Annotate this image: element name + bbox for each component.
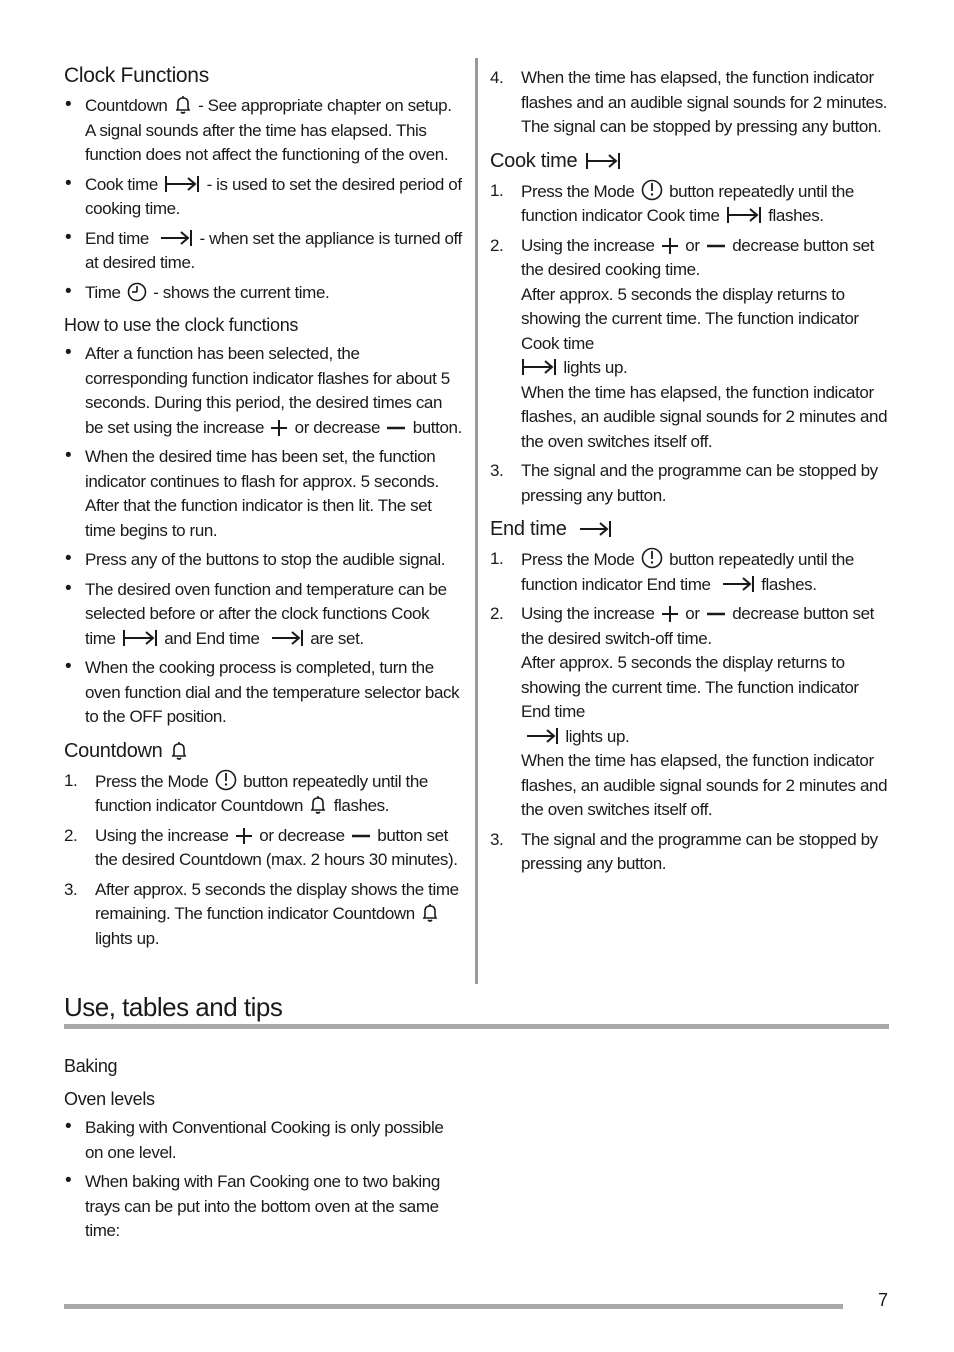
section-rule bbox=[64, 1024, 889, 1029]
list-item: • Cook time - is used to set the desired period of cooking time. bbox=[64, 173, 464, 222]
mode-icon bbox=[641, 547, 663, 569]
list-item: • Countdown - See appropriate chapter on setup. A signal sounds after the time has elapsed. This function does not affect the functioning of the oven. bbox=[64, 94, 464, 168]
list-item: 3. The signal and the programme can be stopped by pressing any button. bbox=[490, 829, 878, 873]
list-item: • When the desired time has been set, the function indicator continues to flash for approx. 5 seconds. After that the function indicator is then lit. The set time begins to run. bbox=[64, 445, 464, 543]
page-number: 7 bbox=[878, 1290, 889, 1310]
countdown-steps-continued bbox=[490, 66, 890, 140]
list-item: • Baking with Conventional Cooking is only possible on one level. bbox=[64, 1116, 464, 1165]
footer-rule bbox=[64, 1304, 843, 1309]
list-item: 1. Press the Mode button repeatedly until the function indicator Countdown flashes. bbox=[64, 770, 428, 815]
plus-icon bbox=[270, 419, 288, 437]
clock-functions-list bbox=[64, 94, 464, 305]
list-item: 3. After approx. 5 seconds the display shows the time remaining. The function indicator Countdown lights up. bbox=[64, 879, 459, 948]
howto-list bbox=[64, 342, 464, 730]
countdown-steps bbox=[64, 769, 464, 952]
bell-icon bbox=[174, 95, 192, 115]
bell-icon bbox=[170, 741, 188, 761]
column-divider bbox=[475, 58, 478, 984]
cook-time-icon bbox=[122, 628, 158, 648]
countdown-heading: Countdown bbox=[64, 740, 464, 763]
minus-icon bbox=[351, 827, 371, 845]
end-time-steps bbox=[490, 547, 890, 877]
cook-time-icon bbox=[164, 174, 200, 194]
oven-levels-heading: Oven levels bbox=[64, 1089, 155, 1109]
baking-section bbox=[64, 1052, 464, 1249]
cook-time-steps bbox=[490, 179, 890, 509]
baking-heading: Baking bbox=[64, 1056, 118, 1076]
end-time-heading: End time bbox=[490, 518, 890, 541]
list-item: 2. Using the increase or decrease button set the desired cooking time. After approx. 5 seconds the display returns to showing the current time. The function indicator Cook time lights up. When the time has elapsed, the function indicator flashes, an audible signal sounds for 2 minutes and the oven switches itself off. bbox=[490, 235, 888, 451]
plus-icon bbox=[661, 605, 679, 623]
list-item: • When the cooking process is completed, turn the oven function dial and the temperature selector back to the OFF position. bbox=[64, 656, 464, 730]
list-item: 1. Press the Mode button repeatedly until the function indicator End time flashes. bbox=[490, 549, 854, 594]
list-item: 2. Using the increase or decrease button set the desired Countdown (max. 2 hours 30 minutes). bbox=[64, 825, 458, 869]
list-item: • The desired oven function and temperature can be selected before or after the clock functions Cook time and End time are set. bbox=[64, 578, 464, 652]
end-time-icon bbox=[717, 574, 755, 594]
plus-icon bbox=[235, 827, 253, 845]
end-time-icon bbox=[521, 726, 559, 746]
clock-icon bbox=[127, 282, 147, 302]
list-item: • When baking with Fan Cooking one to two baking trays can be put into the bottom oven at the same time: bbox=[64, 1170, 464, 1244]
mode-icon bbox=[641, 179, 663, 201]
end-time-icon bbox=[574, 519, 612, 539]
minus-icon bbox=[706, 237, 726, 255]
list-item: 2. Using the increase or decrease button set the desired switch-off time. After approx. 5 seconds the display returns to showing the current time. The function indicator End time lights up. When the time has elapsed, the function indicator flashes, an audible signal sounds for 2 minutes and the oven switches itself off. bbox=[490, 604, 888, 819]
cook-time-heading: Cook time bbox=[490, 150, 890, 173]
oven-levels-list bbox=[64, 1116, 464, 1244]
bell-icon bbox=[421, 903, 439, 923]
list-item: 3. The signal and the programme can be stopped by pressing any button. bbox=[490, 461, 878, 505]
howto-heading: How to use the clock functions bbox=[64, 315, 299, 335]
right-column bbox=[490, 66, 890, 882]
list-item: 1. Press the Mode button repeatedly until the function indicator Cook time flashes. bbox=[490, 180, 854, 225]
list-item: • Press any of the buttons to stop the audible signal. bbox=[64, 548, 464, 573]
list-item: • End time - when set the appliance is turned off at desired time. bbox=[64, 227, 464, 276]
cook-time-icon bbox=[585, 151, 621, 171]
mode-icon bbox=[215, 769, 237, 791]
left-column bbox=[64, 62, 464, 956]
list-item: • After a function has been selected, the corresponding function indicator flashes for about 5 seconds. During this period, the desired times can be set using the increase or decrease button. bbox=[64, 342, 464, 440]
end-time-icon bbox=[266, 628, 304, 648]
cook-time-icon bbox=[521, 357, 557, 377]
plus-icon bbox=[661, 237, 679, 255]
list-item: • Time - shows the current time. bbox=[64, 281, 464, 306]
list-item: 4. When the time has elapsed, the function indicator flashes and an audible signal sounds for 2 minutes. The signal can be stopped by pressing any button. bbox=[490, 68, 888, 136]
minus-icon bbox=[386, 419, 406, 437]
end-time-icon bbox=[155, 228, 193, 248]
clock-functions-heading: Clock Functions bbox=[64, 64, 209, 87]
minus-icon bbox=[706, 605, 726, 623]
cook-time-icon bbox=[726, 205, 762, 225]
section-title: Use, tables and tips bbox=[64, 992, 283, 1022]
bell-icon bbox=[309, 795, 327, 815]
